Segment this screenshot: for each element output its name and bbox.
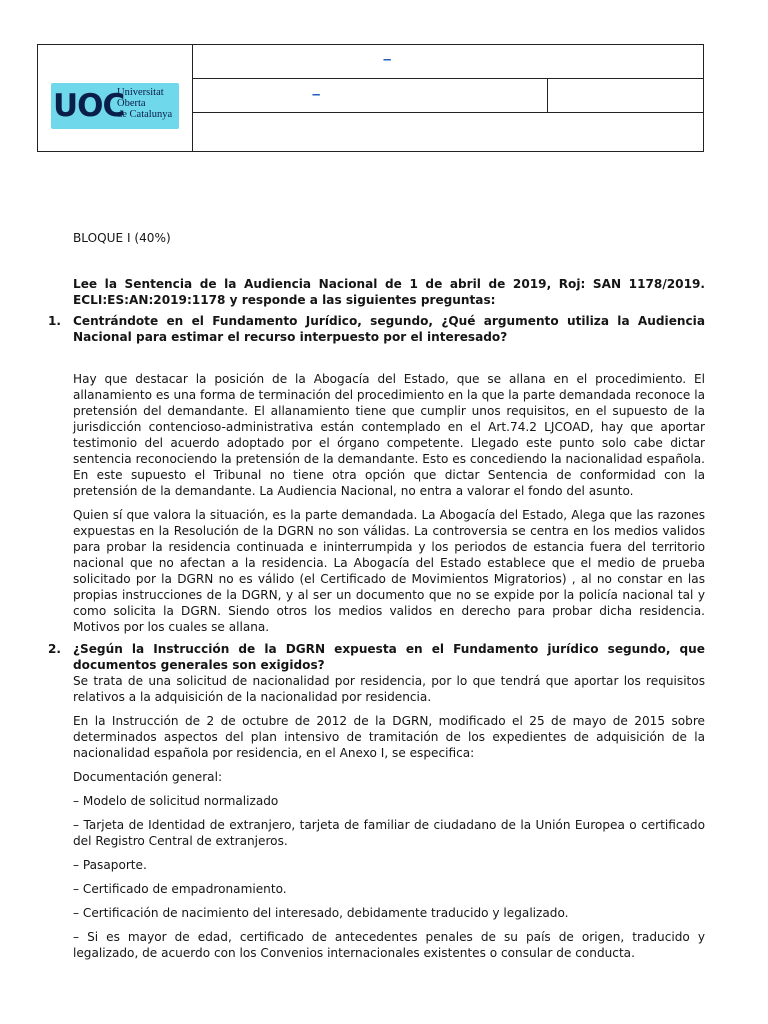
header-dash-1: – [383, 51, 392, 68]
documentation-heading: Documentación general: [73, 770, 223, 784]
header-dash-2: – [312, 86, 321, 103]
list-item: – Pasaporte. [73, 858, 147, 872]
question-2-number: 2. [48, 642, 62, 656]
uoc-logo-text [117, 87, 172, 120]
header-row-divider-1 [193, 78, 703, 79]
logo-line-1: Universitat [117, 87, 164, 98]
q1-answer-paragraph-1: Hay que destacar la posición de la Abogacía del Estado, que se allana en el procedimiento. El allanamiento es una forma de terminación del procedimiento en la que la parte demandada reconoce la pretensión del demandante. El allanamiento tiene que cumplir unos requisitos, en el supuesto de la jurisdicción contencioso-administrativa están contemplado en el Art.74.2 LJCOAD, hay que aportar testimonio del acuerdo adoptado por el órgano competente. Llegado este punto solo cabe dictar sentencia reconociendo la pretensión de la demandante. Esto es concediendo la nacionalidad española. En este supuesto el Tribunal no tiene otra opción que dictar Sentencia de conformidad con la pretensión de la demandante. La Audiencia Nacional, no entra a valorar el fondo del asunto. [73, 372, 705, 498]
question-2-text: ¿Según la Instrucción de la DGRN expuesta en el Fundamento jurídico segundo, que documentos generales son exigidos? [73, 642, 705, 672]
list-item: – Certificado de empadronamiento. [73, 882, 287, 896]
list-item: – Modelo de solicitud normalizado [73, 794, 279, 808]
question-1 [48, 313, 705, 345]
logo-cell [38, 45, 193, 151]
document-body [48, 230, 705, 961]
list-item: – Si es mayor de edad, certificado de antecedentes penales de su país de origen, traducido y legalizado, de acuerdo con los Convenios internacionales existentes o consular de conducta. [73, 930, 705, 960]
uoc-logo [51, 83, 179, 129]
question-1-number: 1. [48, 314, 62, 328]
header-row-divider-2 [193, 112, 703, 113]
question-1-text: Centrándote en el Fundamento Jurídico, segundo, ¿Qué argumento utiliza la Audiencia Nacional para estimar el recurso interpuesto por el interesado? [73, 314, 705, 344]
intro-text: Lee la Sentencia de la Audiencia Nacional de 1 de abril de 2019, Roj: SAN 1178/2019. ECLI:ES:AN:2019:1178 y responde a las siguientes preguntas: [73, 277, 705, 307]
logo-line-2: Oberta [117, 98, 146, 109]
list-item: – Certificación de nacimiento del interesado, debidamente traducido y legalizado. [73, 906, 569, 920]
q2-answer-paragraph-2: En la Instrucción de 2 de octubre de 2012 de la DGRN, modificado el 25 de mayo de 2015 sobre determinados aspectos del plan intensivo de tramitación de los expedientes de adquisición de la nacionalidad española por residencia, en el Anexo I, se especifica: [73, 714, 705, 760]
header-table [37, 44, 704, 152]
q2-answer-paragraph-1: Se trata de una solicitud de nacionalidad por residencia, por lo que tendrá que aportar los requisitos relativos a la adquisición de la nacionalidad por residencia. [73, 674, 705, 704]
list-item: – Tarjeta de Identidad de extranjero, tarjeta de familiar de ciudadano de la Unión Europea o certificado del Registro Central de extranjeros. [73, 818, 705, 848]
section-title: BLOQUE I (40%) [73, 231, 171, 245]
logo-line-3: de Catalunya [117, 109, 173, 120]
header-column-divider [547, 78, 548, 112]
question-2 [48, 641, 705, 673]
q1-answer-paragraph-2: Quien sí que valora la situación, es la parte demandada. La Abogacía del Estado, Alega que las razones expuestas en la Resolución de la DGRN no son válidas. La controversia se centra en los medios validos para probar la residencia continuada e ininterrumpida y los periodos de estancia fuera del territorio nacional que no afectan a la residencia. La Abogacía del Estado establece que el medio de prueba solicitado por la DGRN no es válido (el Certificado de Movimientos Migratorios) , al no constar en las propias instrucciones de la DGRN, y al ser un documento que no se expide por la policía nacional tal y como solicita la DGRN. Siendo otros los medios validos en derecho para probar dicha residencia. Motivos por los cuales se allana. [73, 508, 705, 634]
uoc-logo-mark: UOC [53, 88, 125, 124]
